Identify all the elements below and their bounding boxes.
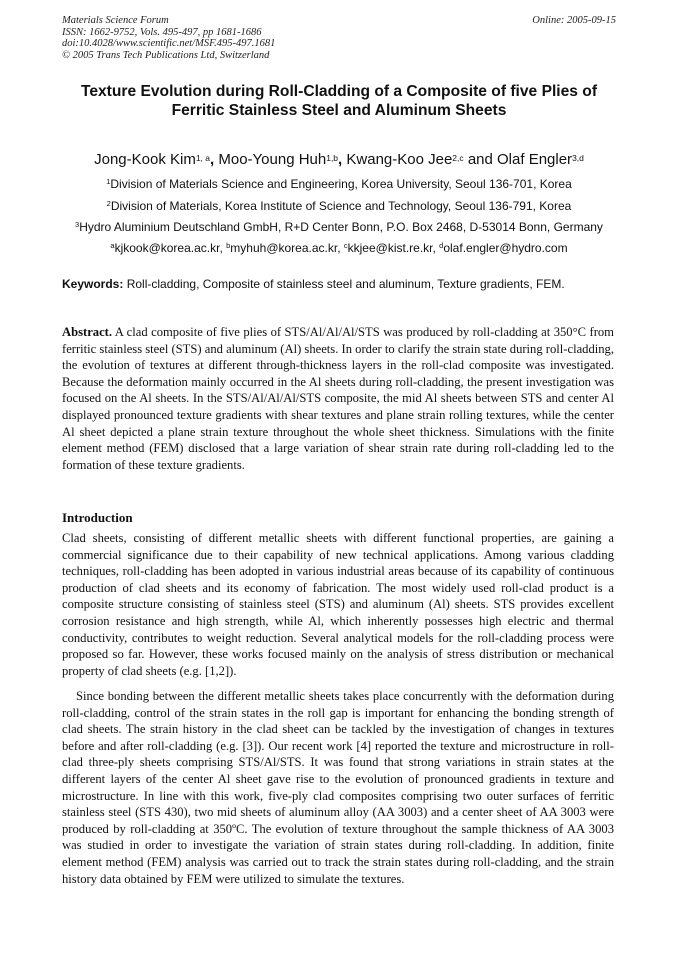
abstract-text: A clad composite of five plies of STS/Al/Al/Al/STS was produced by roll-cladding at 350°C from ferritic stainless steel (STS) and aluminum (Al) sheets. In order to clarify the strain state during roll-cladding, the evolution of textures at different through-thickness layers in the roll-clad composite was investigated. Because the deformation mainly occurred in the Al sheets during roll-cladding, the present investigation was focused on the Al sheets. In the STS/Al/Al/Al/STS composite, the mid Al sheets between STS and center Al displayed pronounced texture gradients with shear textures and plane strain rolling textures, while the center Al sheet depicted a plane strain texture throughout the whole sheet thickness. Simulations with the finite element method (FEM) disclosed that a large variation of shear strain rate during roll-cladding led to the formation of these texture gradients. [62, 325, 614, 472]
journal-header [62, 15, 616, 61]
author-name: Kwang-Koo Jee [346, 151, 453, 168]
author-list [30, 150, 648, 170]
author-name: Olaf Engler [497, 151, 573, 168]
affiliation-sup: 2 [106, 199, 111, 208]
affiliation-sup: 3 [75, 220, 80, 229]
email-sup: a [110, 241, 115, 250]
author-sup: 1,b [326, 153, 339, 163]
journal-name: Materials Science Forum [62, 15, 169, 26]
author-sup: 2,c [452, 153, 464, 163]
abstract [62, 324, 614, 473]
affiliation-sup: 1 [106, 177, 111, 186]
email-link[interactable]: myhuh@korea.ac.kr [230, 241, 338, 255]
introduction-paragraph-2: Since bonding between the different metallic sheets takes place concurrently with the deformation during roll-cladding, control of the strain states in the roll gap is important for enhancing the bonding strength of clad sheets. The strain history in the clad sheet can be tackled by the investigation of changes in textures before and after roll-cladding (e.g. [3]). Our recent work [4] reported the texture and microstructure in roll-clad three-ply sheets comprising STS/Al/STS. It was found that strong variations in strain states at the different layers of the center Al sheet gave rise to the evolution of pronounced gradients in texture and microstructure. In line with this work, five-ply clad composites comprising two outer surfaces of ferritic stainless steel (STS 430), two mid sheets of aluminum alloy (AA 3003) and a center sheet of AA 3003 were produced by roll-cladding at 350ºC. The evolution of texture throughout the sample thickness of AA 3003 was studied in order to investigate the variation of strain states during roll-cladding. In addition, finite element method (FEM) analysis was carried out to track the strain states during roll-cladding, and the strain history data obtained by FEM were utilized to simulate the textures. [62, 689, 614, 886]
author-separator: , [210, 151, 215, 168]
email-link[interactable]: kkjee@kist.re.kr [347, 241, 433, 255]
affiliation-2 [30, 198, 648, 214]
keywords [62, 276, 622, 292]
affiliation-text: Hydro Aluminium Deutschland GmbH, R+D Center Bonn, P.O. Box 2468, D-53014 Bonn, Germany [79, 220, 603, 234]
copyright-line: © 2005 Trans Tech Publications Ltd, Switzerland [62, 49, 270, 61]
email-link[interactable]: olaf.engler@hydro.com [443, 241, 568, 255]
online-date: Online: 2005-09-15 [532, 15, 616, 26]
abstract-label: Abstract. [62, 325, 113, 339]
email-list: $^a$kjkook@korea.ac.kr, $^b$myhuh@korea.ac.kr, $^c$kkjee@kist.re.kr, $^d$olaf.engler@hydro.com [110, 241, 568, 255]
title-line-2: Ferritic Stainless Steel and Aluminum Sheets [171, 102, 507, 119]
doi-line[interactable]: doi:10.4028/www.scientific.net/MSF.495-497.1681 [62, 38, 276, 49]
email-link[interactable]: kjkook@korea.ac.kr [114, 241, 220, 255]
keywords-label: Keywords: [62, 277, 124, 291]
affiliation-text: Division of Materials Science and Engineering, Korea University, Seoul 136-701, Korea [110, 177, 572, 191]
issn-line: ISSN: 1662-9752, Vols. 495-497, pp 1681-1686 [62, 26, 262, 38]
affiliation-text: Division of Materials, Korea Institute of Science and Technology, Seoul 136-791, Korea [110, 199, 572, 213]
introduction-paragraph-1: Clad sheets, consisting of different metallic sheets with different functional properties, are gaining a commercial significance due to their capability of new technical applications. Among various cladding techniques, roll-cladding has been adopted in various industrial areas because of its capability of continuous production of clad sheets and its economy of fabrication. The most widely used roll-clad product is a composite structure consisting of stainless steel (STS) and aluminum (Al) sheets. STS provides excellent corrosion resistance and high strength, while Al, which inherently possesses high electric and thermal conductivity, contributes to weight reduction. Several analytical models for the roll-cladding process were proposed so far. However, these works focused mainly on the analysis of stress distribution or mechanical property of clad sheets (e.g. [1,2]). [62, 531, 614, 678]
title-line-1: Texture Evolution during Roll-Cladding of a Composite of five Plies of [80, 83, 598, 100]
author-name: Jong-Kook Kim [94, 151, 196, 168]
author-sup: 3,d [572, 153, 584, 163]
author-and: and [467, 151, 493, 168]
affiliation-1 [30, 176, 648, 192]
email-sup: d [439, 241, 444, 250]
keywords-text: Roll-cladding, Composite of stainless steel and aluminum, Texture gradients, FEM. [126, 277, 565, 291]
email-sup: c [343, 241, 348, 250]
paper-title [62, 82, 616, 120]
author-sup: 1, a [195, 153, 211, 163]
affiliation-3 [30, 219, 648, 235]
author-separator: , [338, 151, 343, 168]
email-sup: b [226, 241, 231, 250]
section-heading-introduction: Introduction [62, 510, 133, 525]
author-name: Moo-Young Huh [218, 151, 327, 168]
